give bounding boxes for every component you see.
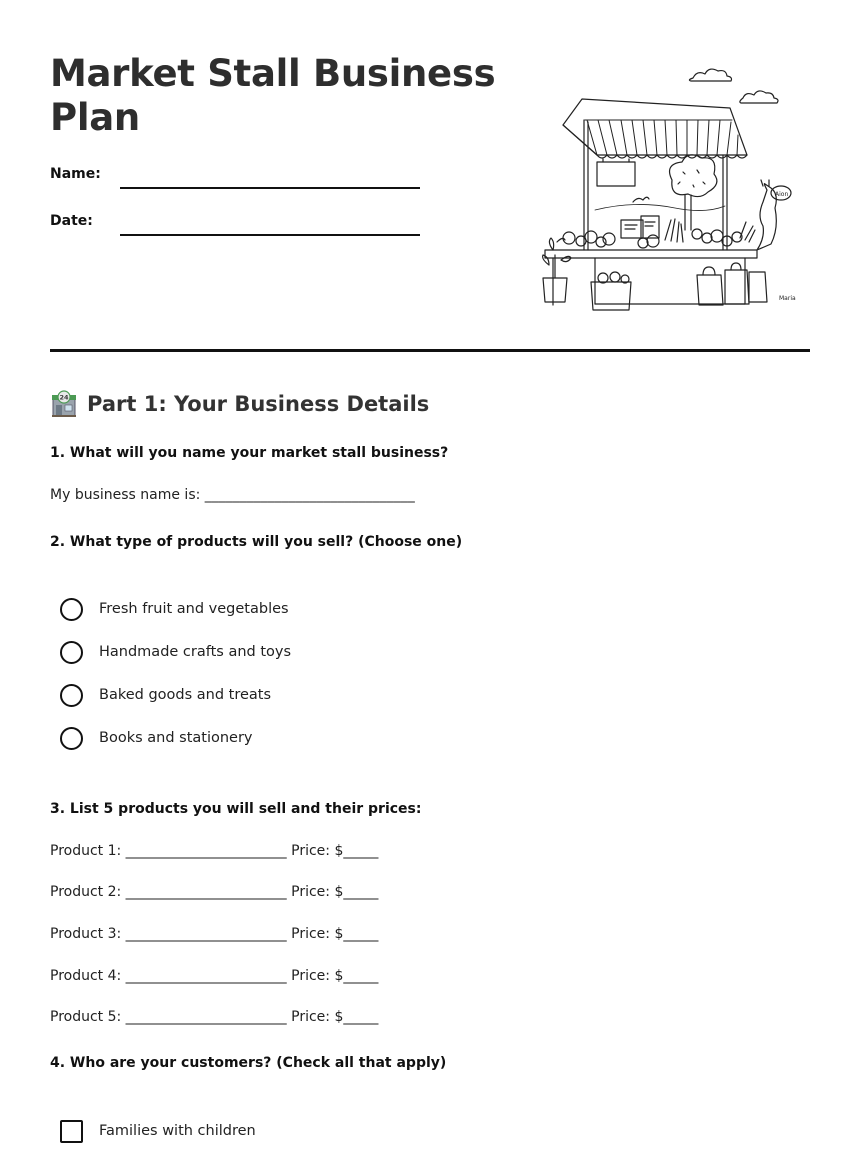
product-type-option[interactable]: [60, 726, 253, 750]
part1-title: [50, 389, 429, 419]
radio-button[interactable]: [60, 684, 83, 707]
svg-text:24: 24: [59, 393, 69, 402]
market-stall-illustration: [535, 60, 810, 315]
convenience-store-icon: [50, 390, 78, 418]
option-label: Fresh fruit and vegetables: [99, 601, 289, 617]
option-label: Books and stationery: [99, 730, 253, 746]
header-divider: [50, 349, 810, 352]
product-line[interactable]: Product 5: _______________________ Price: $_____: [50, 1009, 379, 1025]
question-4: 4. Who are your customers? (Check all that apply): [50, 1055, 447, 1071]
question-3: 3. List 5 products you will sell and their prices:: [50, 801, 422, 817]
product-line[interactable]: Product 4: _______________________ Price: $_____: [50, 968, 379, 984]
option-label: Handmade crafts and toys: [99, 644, 292, 660]
illustration-signature: Maria: [779, 295, 796, 302]
product-line[interactable]: Product 1: _______________________ Price: $_____: [50, 843, 379, 859]
date-input-line[interactable]: [120, 234, 420, 236]
product-type-option[interactable]: [60, 683, 271, 707]
radio-button[interactable]: [60, 598, 83, 621]
product-type-option[interactable]: [60, 640, 291, 664]
checkbox[interactable]: [60, 1120, 83, 1143]
page-title: [50, 52, 510, 140]
title-line-1: Market Stall Business: [50, 52, 496, 95]
radio-button[interactable]: [60, 727, 83, 750]
product-line[interactable]: Product 3: _______________________ Price: $_____: [50, 926, 379, 942]
product-line[interactable]: Product 2: _______________________ Price: $_____: [50, 884, 379, 900]
date-label: Date:: [50, 213, 93, 229]
name-label: Name:: [50, 166, 101, 182]
question-1: 1. What will you name your market stall business?: [50, 445, 449, 461]
svg-text:Aion: Aion: [775, 191, 789, 198]
part1-title-text: Part 1: Your Business Details: [87, 392, 430, 416]
product-type-option[interactable]: [60, 597, 289, 621]
radio-button[interactable]: [60, 641, 83, 664]
title-line-2: Plan: [50, 96, 140, 139]
name-input-line[interactable]: [120, 187, 420, 189]
option-label: Baked goods and treats: [99, 687, 272, 703]
question-2: 2. What type of products will you sell? (Choose one): [50, 534, 463, 550]
business-name-line[interactable]: My business name is: ______________________________: [50, 487, 415, 503]
option-label: Families with children: [99, 1123, 256, 1139]
customer-option[interactable]: [60, 1119, 256, 1143]
